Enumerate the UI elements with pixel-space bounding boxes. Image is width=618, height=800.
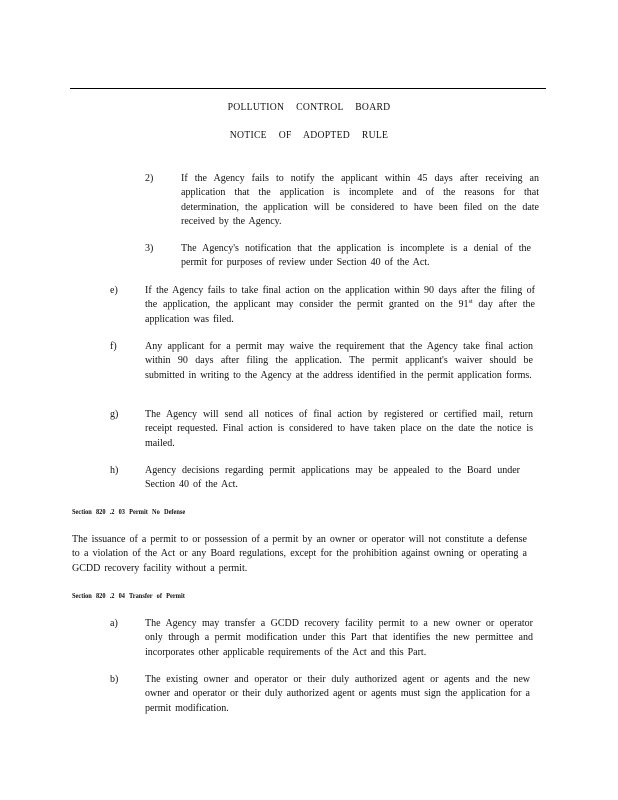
header-rule (70, 88, 546, 89)
item-text: Any applicant for a permit may waive the requirement that the Agency take final action within 90 days after filing the application. The permit applicant's waiver should be submitted in writing to the Agency at the address identified in the permit application forms. (145, 341, 533, 381)
item-text: The Agency may transfer a GCDD recovery facility permit to a new owner or operator only through a permit modification under this Part that identifies the new permittee and incorporates other applicable requirements of the Act and this Part. (145, 618, 533, 658)
item-text: If the Agency fails to notify the applicant within 45 days after receiving an application that the application is incomplete and of the reasons for that determination, the application will be considered to have been filed on the date received by the Agency. (181, 173, 539, 227)
item-text: If the Agency fails to take final action on the application within 90 days after the filing of the application, the applicant may consider the permit granted on the 91st day after the application was filed. (145, 285, 535, 325)
item-text: The existing owner and operator or their duly authorized agent or agents and the new owner and operator or their duly authorized agent or agents must sign the application for a permit modification. (145, 674, 530, 714)
section-heading: Section 820 .2 03 Permit No Defense (72, 507, 186, 516)
item-label: 3) (145, 243, 154, 254)
item-label: b) (110, 674, 119, 685)
document-subtitle: NOTICE OF ADOPTED RULE (229, 130, 389, 141)
item-text: Agency decisions regarding permit applications may be appealed to the Board under Section 40 of the Act. (145, 465, 520, 491)
item-label: h) (110, 465, 119, 476)
item-label: e) (110, 285, 118, 296)
section-heading: Section 820 .2 04 Transfer of Permit (72, 591, 185, 600)
item-label: 2) (145, 173, 154, 184)
document-title: POLLUTION CONTROL BOARD (227, 102, 391, 113)
item-text: The Agency will send all notices of final action by registered or certified mail, return receipt requested. Final action is considered to have taken place on the date the notice is mailed. (145, 409, 533, 449)
item-label: a) (110, 618, 118, 629)
section-body: The issuance of a permit to or possession of a permit by an owner or operator will not constitute a defense to a violation of the Act or any Board regulations, except for the prohibition against owning or operating a GCDD recovery facility without a permit. (72, 534, 527, 574)
item-text: The Agency's notification that the application is incomplete is a denial of the permit for purposes of review under Section 40 of the Act. (181, 243, 531, 269)
item-label: f) (110, 341, 117, 352)
item-label: g) (110, 409, 119, 420)
superscript: st (468, 299, 473, 306)
